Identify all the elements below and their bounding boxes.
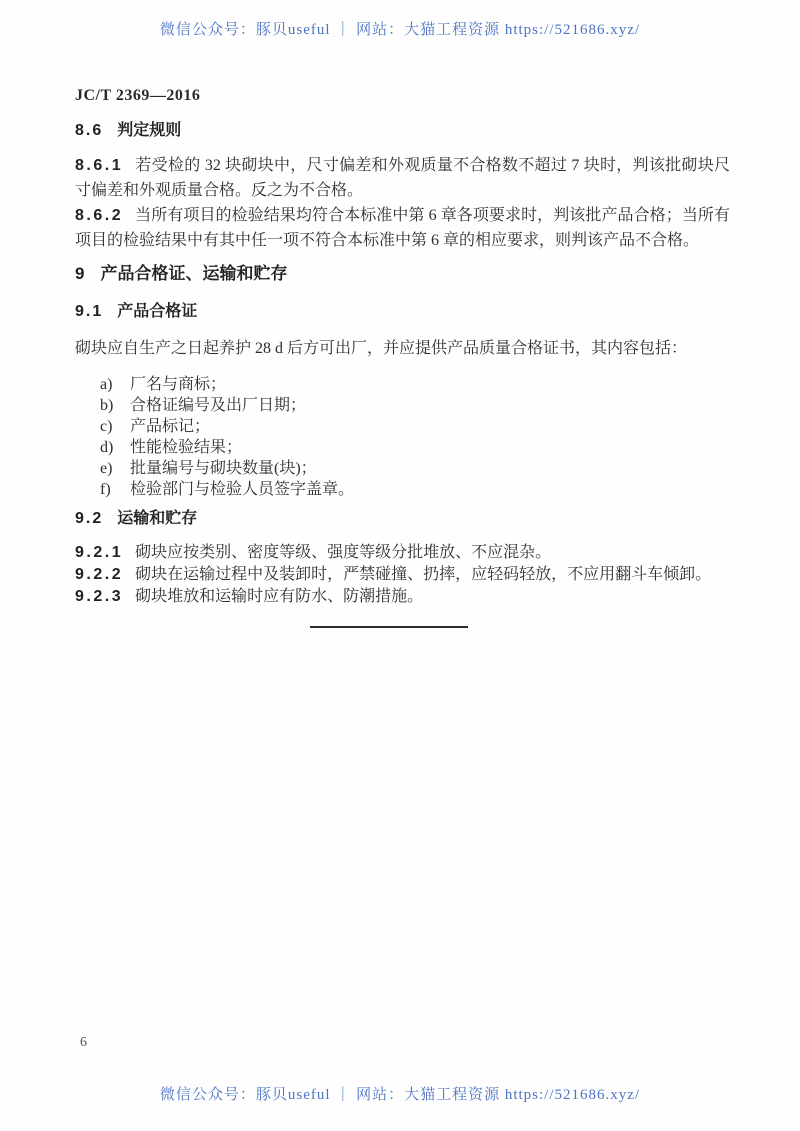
list-item-text: 批量编号与砌块数量(块)； xyxy=(130,460,317,477)
list-item-text: 性能检验结果； xyxy=(130,439,243,456)
section-heading-9-1 xyxy=(75,302,730,322)
section-heading-9 xyxy=(75,263,730,285)
section-heading-8-6 xyxy=(75,121,730,141)
list-item-label: c) xyxy=(100,418,113,435)
section-number: 9.1 xyxy=(75,303,104,320)
certificate-intro-paragraph: 砌块应自生产之日起养护 28 d 后方可出厂，并应提供产品质量合格证书，其内容包括： xyxy=(75,340,688,357)
clause-text: 砌块在运输过程中及装卸时，严禁碰撞、扔摔，应轻码轻放，不应用翻斗车倾卸。 xyxy=(135,566,712,583)
list-item-label: a) xyxy=(100,376,113,393)
list-item-label: f) xyxy=(100,481,111,498)
list-item xyxy=(75,479,730,500)
list-item xyxy=(75,437,730,458)
section-number: 9 xyxy=(75,264,87,283)
section-title: 产品合格证 xyxy=(117,303,198,320)
list-item-text: 检验部门与检验人员签字盖章。 xyxy=(130,481,355,498)
section-title: 产品合格证、运输和贮存 xyxy=(100,264,288,283)
list-item xyxy=(75,395,730,416)
clause-8-6-1 xyxy=(75,153,730,203)
clause-text: 若受检的 32 块砌块中，尺寸偏差和外观质量不合格数不超过 7 块时，判该批砌块尺寸偏差和外观质量合格。反之为不合格。 xyxy=(75,157,730,199)
clause-number: 9.2.3 xyxy=(75,588,124,605)
clause-9-2-1 xyxy=(75,542,730,564)
clause-text: 砌块堆放和运输时应有防水、防潮措施。 xyxy=(135,588,424,605)
page-content xyxy=(75,86,730,628)
list-item-label: d) xyxy=(100,439,114,456)
clause-number: 9.2.1 xyxy=(75,544,124,561)
clause-number: 9.2.2 xyxy=(75,566,124,583)
list-item-label: b) xyxy=(100,397,114,414)
section-number: 8.6 xyxy=(75,122,104,139)
clause-8-6-2 xyxy=(75,203,730,253)
clause-text: 当所有项目的检验结果均符合本标准中第 6 章各项要求时，判该批产品合格；当所有项目的检验结果中有其中任一项不符合本标准中第 6 章的相应要求，则判该产品不合格。 xyxy=(75,207,730,249)
footer-watermark: 微信公众号：豚贝useful ｜ 网站：大猫工程资源 https://521686.xyz/ xyxy=(159,1087,641,1103)
list-item-text: 厂名与商标； xyxy=(130,376,227,393)
list-item xyxy=(75,458,730,479)
clause-number: 8.6.2 xyxy=(75,207,124,224)
section-title: 运输和贮存 xyxy=(117,510,198,527)
clause-9-2-2 xyxy=(75,564,730,586)
list-item-text: 产品标记； xyxy=(130,418,211,435)
clause-text: 砌块应按类别、密度等级、强度等级分批堆放、不应混杂。 xyxy=(135,544,552,561)
page-number: 6 xyxy=(80,1035,87,1050)
section-title: 判定规则 xyxy=(117,122,182,139)
list-item xyxy=(75,416,730,437)
section-heading-9-2 xyxy=(75,509,730,529)
document-end-line xyxy=(310,626,468,628)
list-item xyxy=(75,374,730,395)
clause-number: 8.6.1 xyxy=(75,157,124,174)
clause-9-2-3 xyxy=(75,586,730,608)
header-watermark: 微信公众号：豚贝useful ｜ 网站：大猫工程资源 https://521686.xyz/ xyxy=(159,22,641,38)
section-number: 9.2 xyxy=(75,510,104,527)
standard-code: JC/T 2369—2016 xyxy=(75,87,201,104)
certificate-item-list xyxy=(75,374,730,500)
list-item-label: e) xyxy=(100,460,113,477)
list-item-text: 合格证编号及出厂日期； xyxy=(130,397,307,414)
